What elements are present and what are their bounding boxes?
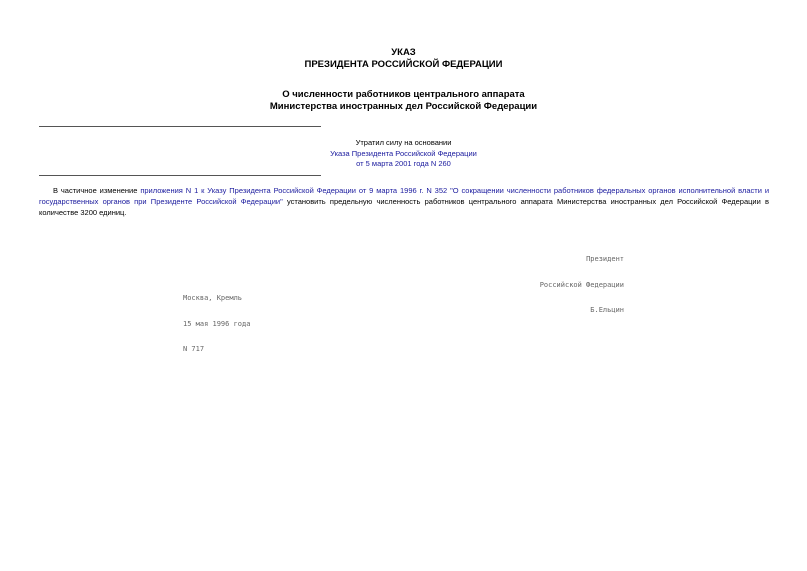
decree-subject-line2: Министерства иностранных дел Российской Федерации bbox=[269, 101, 538, 112]
signature-title: Президент bbox=[586, 255, 624, 263]
signature-name: Б.Ельцин bbox=[590, 306, 624, 314]
place-date: 15 мая 1996 года bbox=[183, 319, 251, 328]
decree-body-paragraph bbox=[39, 185, 769, 218]
place-location: Москва, Кремль bbox=[183, 294, 243, 302]
place-date-block bbox=[183, 277, 250, 371]
decree-title: УКАЗ bbox=[391, 47, 416, 58]
divider-bottom bbox=[39, 175, 321, 176]
divider-top bbox=[39, 126, 321, 127]
signature-block bbox=[520, 238, 624, 332]
revocation-link-line1[interactable]: Указа Президента Российской Федерации bbox=[330, 149, 477, 158]
decree-issuer: ПРЕЗИДЕНТА РОССИЙСКОЙ ФЕДЕРАЦИИ bbox=[304, 59, 503, 70]
signature-org: Российской Федерации bbox=[539, 280, 624, 289]
body-intro: В частичное изменение bbox=[53, 186, 141, 195]
decree-number: N 717 bbox=[183, 345, 205, 353]
body-rest: установить предельную численность работников центрального аппарата Министерства иностранных дел Российской Федерации в количестве 3200 единиц. bbox=[39, 197, 770, 217]
decree-subject-line1: О численности работников центрального аппарата bbox=[282, 89, 525, 100]
revocation-link-line2[interactable]: от 5 марта 2001 года N 260 bbox=[356, 159, 451, 168]
reference-link[interactable]: приложения N 1 к Указу Президента Российской Федерации от 9 марта 1996 г. N 352 "О сокращении численности работников федеральных органов исполнительной власти и государственных органов при Президенте Российской Федерации" bbox=[39, 186, 770, 206]
revocation-note: Утратил силу на основании bbox=[355, 138, 452, 147]
